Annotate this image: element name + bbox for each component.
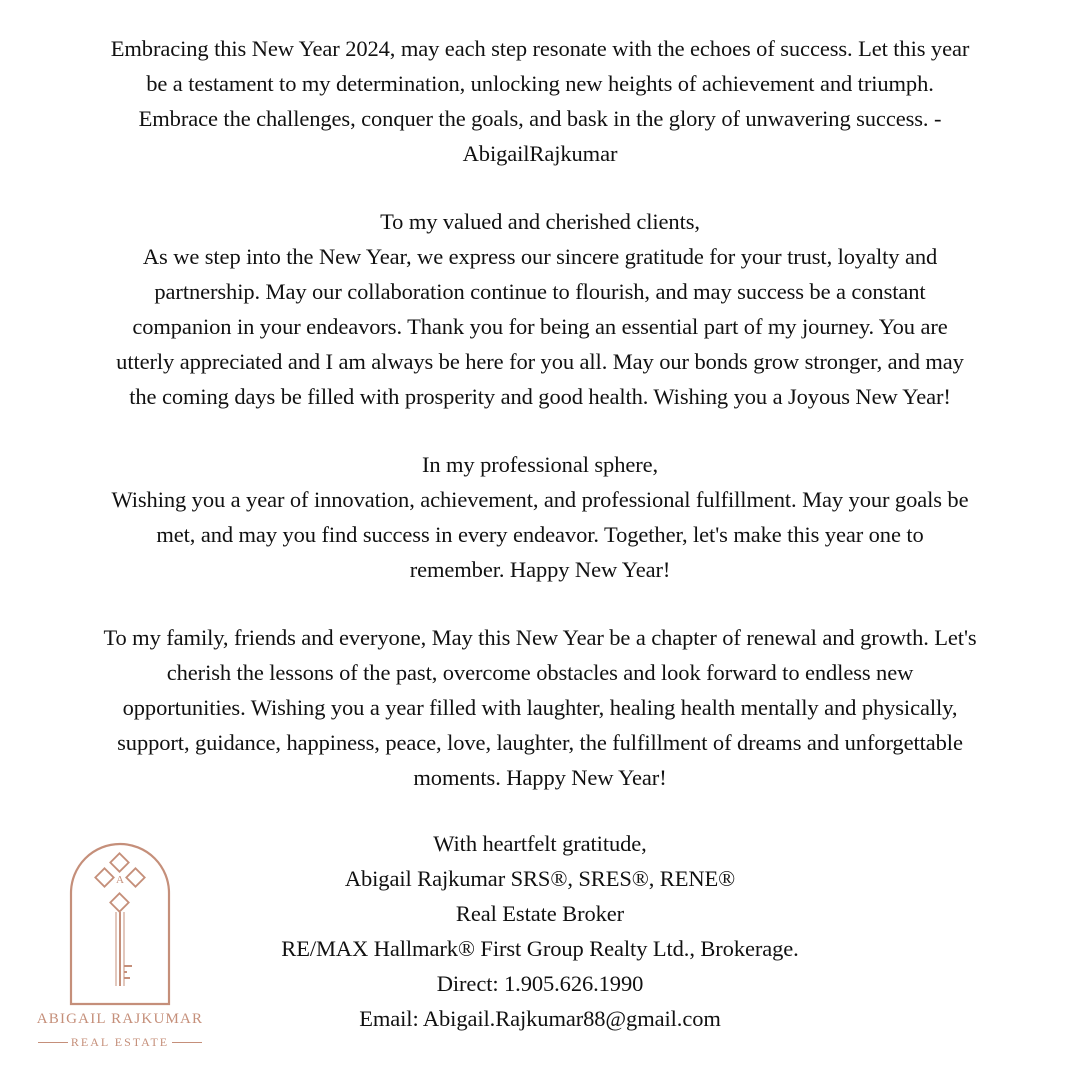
signature-closing: With heartfelt gratitude, [433,831,647,856]
paragraph4-line-3: opportunities. Wishing you a year filled with laughter, healing health mentally and physically, [122,695,958,720]
signature-brokerage: RE/MAX Hallmark® First Group Realty Ltd., Brokerage. [281,936,799,961]
logo-subtitle-wrap [30,1033,210,1051]
paragraph2-line-3: companion in your endeavors. Thank you for being an essential part of my journey. You are [132,314,948,339]
paragraph4-line-5: moments. Happy New Year! [413,765,667,790]
paragraph1-line-2: be a testament to my determination, unlocking new heights of achievement and triumph. [146,71,934,96]
paragraph2-line-4: utterly appreciated and I am always be here for you all. May our bonds grow stronger, and may [116,349,964,374]
paragraph1-line-1: Embracing this New Year 2024, may each step resonate with the echoes of success. Let this year [110,36,970,61]
paragraph2-line-2: partnership. May our collaboration continue to flourish, and may success be a constant [154,279,926,304]
key-arch-logo-icon [65,838,175,1010]
paragraph4-line-4: support, guidance, happiness, peace, love, laughter, the fulfillment of dreams and unforgettable [117,730,963,755]
paragraph1-line-3: Embrace the challenges, conquer the goals, and bask in the glory of unwavering success. - [138,106,942,131]
paragraph2-line-5: the coming days be filled with prosperity and good health. Wishing you a Joyous New Year! [129,384,951,409]
signature-title: Real Estate Broker [455,901,625,926]
abigail-rajkumar-logo [30,838,210,1058]
paragraph2-greeting: To my valued and cherished clients, [380,209,700,234]
paragraph2-line-1: As we step into the New Year, we express our sincere gratitude for your trust, loyalty and [142,244,938,269]
logo-subtitle: REAL ESTATE [70,1035,170,1049]
paragraph1-line-4: AbigailRajkumar [462,141,618,166]
logo-rule-right [172,1042,202,1043]
paragraph3-line-1: Wishing you a year of innovation, achievement, and professional fulfillment. May your goals be [111,487,969,512]
paragraph3-line-2: met, and may you find success in every endeavor. Together, let's make this year one to [156,522,924,547]
paragraph3-greeting: In my professional sphere, [421,452,659,477]
signature-name: Abigail Rajkumar SRS®, SRES®, RENE® [344,866,736,891]
paragraph4-line-1: To my family, friends and everyone, May this New Year be a chapter of renewal and growth. Let's [103,625,977,650]
logo-name: ABIGAIL RAJKUMAR [36,1011,204,1027]
paragraph4-line-2: cherish the lessons of the past, overcome obstacles and look forward to endless new [166,660,914,685]
signature-phone: Direct: 1.905.626.1990 [436,971,644,996]
paragraph3-line-3: remember. Happy New Year! [409,557,671,582]
signature-email: Email: Abigail.Rajkumar88@gmail.com [359,1006,721,1031]
logo-initial: A [116,874,124,886]
